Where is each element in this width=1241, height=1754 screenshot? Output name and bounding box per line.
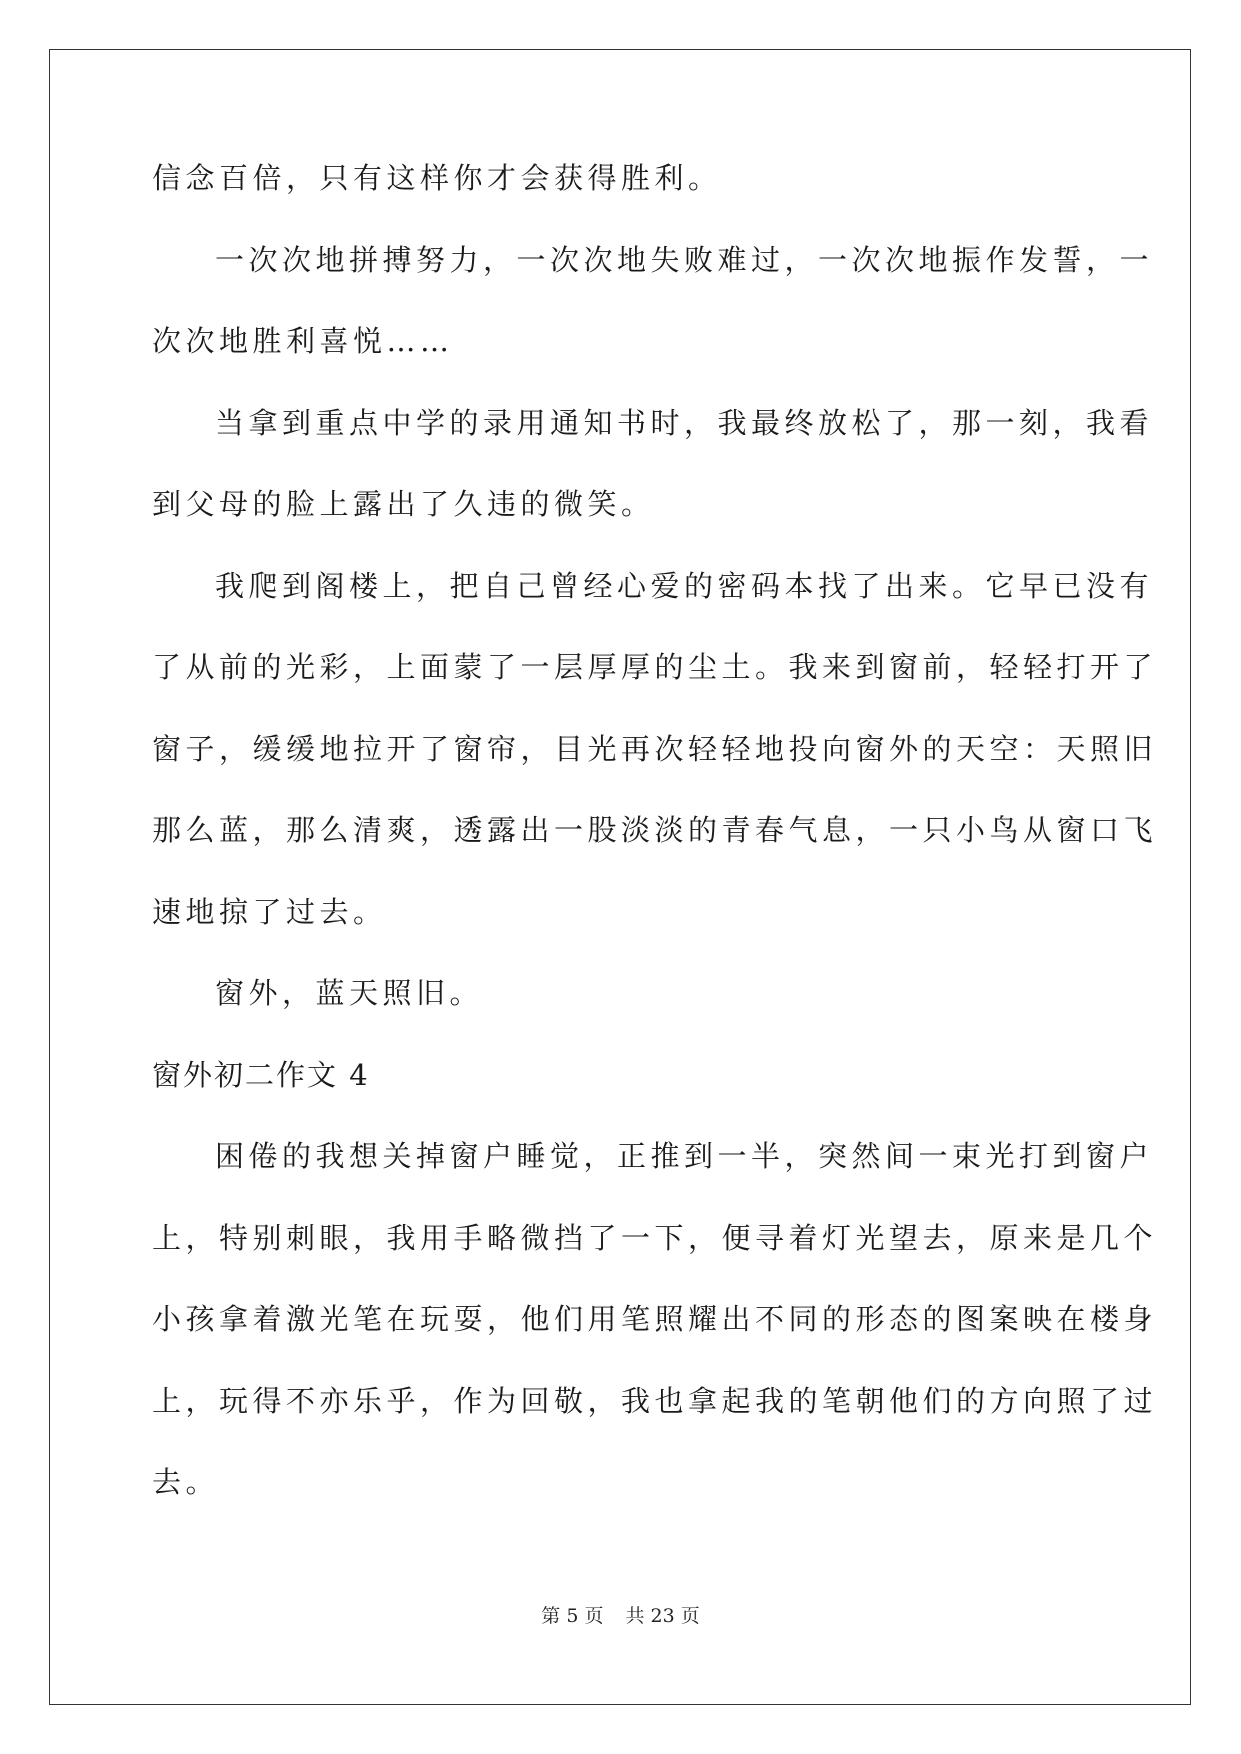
text-line: 上，特别刺眼，我用手略微挡了一下，便寻着灯光望去，原来是几个 <box>152 1220 1158 1255</box>
text-line: 速地掠了过去。 <box>152 894 387 929</box>
text-line: 当拿到重点中学的录用通知书时，我最终放松了，那一刻，我看 <box>215 405 1154 440</box>
text-line: 困倦的我想关掉窗户睡觉，正推到一半，突然间一束光打到窗户 <box>215 1139 1154 1173</box>
text-line: 到父母的脸上露出了久违的微笑。 <box>152 487 655 521</box>
text-line: 次次地胜利喜悦…… <box>152 324 454 358</box>
page-footer <box>0 1604 1241 1628</box>
text-line: 我爬到阁楼上，把自己曾经心爱的密码本找了出来。它早已没有 <box>215 568 1154 603</box>
text-line: 一次次地拼搏努力，一次次地失败难过，一次次地振作发誓，一 <box>215 242 1154 277</box>
page-total: 共 23 页 <box>625 1605 700 1627</box>
text-line: 窗外，蓝天照旧。 <box>215 976 484 1010</box>
text-line: 信念百倍，只有这样你才会获得胜利。 <box>152 161 722 195</box>
text-line: 了从前的光彩，上面蒙了一层厚厚的尘土。我来到窗前，轻轻打开了 <box>152 650 1158 684</box>
text-line: 窗子，缓缓地拉开了窗帘，目光再次轻轻地投向窗外的天空：天照旧 <box>152 731 1158 766</box>
text-line: 那么蓝，那么清爽，透露出一股淡淡的青春气息，一只小鸟从窗口飞 <box>152 813 1158 847</box>
document-body <box>152 158 1158 1544</box>
text-line: 小孩拿着激光笔在玩耍，他们用笔照耀出不同的形态的图案映在楼身 <box>152 1302 1158 1336</box>
page-number: 第 5 页 <box>541 1605 604 1627</box>
text-line: 上，玩得不亦乐乎，作为回敬，我也拿起我的笔朝他们的方向照了过 <box>152 1383 1158 1418</box>
text-line: 去。 <box>152 1465 220 1499</box>
section-heading: 窗外初二作文 4 <box>152 1057 370 1092</box>
